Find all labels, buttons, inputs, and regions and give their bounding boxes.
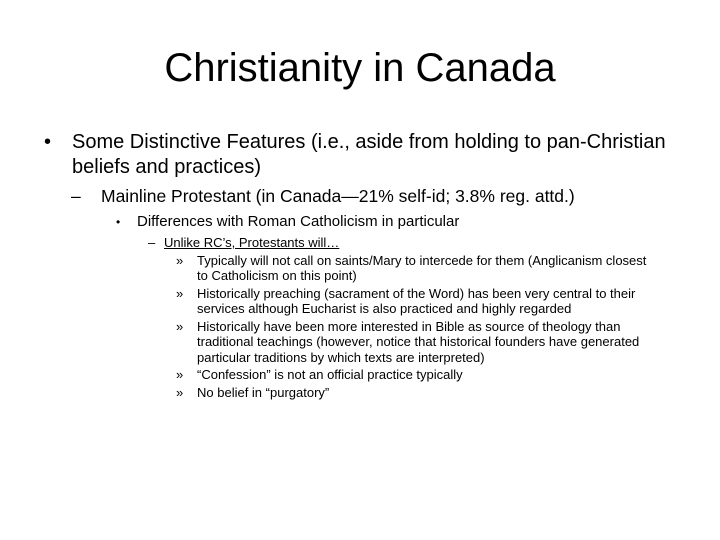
sub-list-level-4 (148, 235, 684, 400)
list-item-text: “Confession” is not an official practice typically (197, 367, 463, 382)
bullet-marker-level-4: – (148, 235, 156, 250)
list-item (176, 367, 657, 383)
list-item (176, 253, 657, 284)
list-item-text: Historically have been more interested in Bible as source of theology than traditional teachings (however, notice that historical founders have generated particular traditions by which texts are interpreted) (197, 318, 640, 365)
bullet-marker-level-5: » (176, 367, 184, 382)
bullet-level-4 (148, 235, 684, 400)
list-item-text: Historically preaching (sacrament of the Word) has been very central to their services although Eucharist is also practiced and highly regarded (197, 285, 636, 316)
list-item (176, 286, 657, 317)
bullet-marker-level-5: » (176, 285, 184, 301)
bullet-text-level-1: Some Distinctive Features (i.e., aside from holding to pan-Christian beliefs and practices) (72, 131, 666, 178)
list-item-text: Typically will not call on saints/Mary to intercede for them (Anglicanism closest to Catholicism on this point) (197, 252, 647, 283)
bullet-list (44, 130, 684, 402)
list-item (176, 319, 657, 366)
bullet-marker-level-5: » (176, 252, 184, 268)
bullet-level-1 (44, 130, 684, 400)
list-item-text: No belief in “purgatory” (197, 384, 330, 400)
bullet-marker-level-3: • (116, 215, 121, 229)
bullet-marker-level-5: » (176, 384, 184, 400)
sub-list-level-3 (112, 213, 684, 400)
bullet-marker-level-5: » (176, 318, 184, 334)
sub-list-level-2 (71, 186, 684, 400)
bullet-text-level-2: Mainline Protestant (in Canada—21% self-id; 3.8% reg. attd.) (101, 186, 575, 206)
bullet-marker-level-2: – (71, 186, 81, 206)
bullet-marker-level-1: • (44, 131, 52, 153)
bullet-level-3 (112, 213, 684, 400)
sub-list-level-5 (176, 253, 684, 401)
slide-title: Christianity in Canada (164, 46, 556, 90)
bullet-level-2 (71, 186, 684, 400)
bullet-text-level-3: Differences with Roman Catholicism in particular (137, 213, 460, 230)
bullet-text-level-4: Unlike RC’s, Protestants will… (164, 235, 340, 250)
list-item (176, 385, 657, 401)
